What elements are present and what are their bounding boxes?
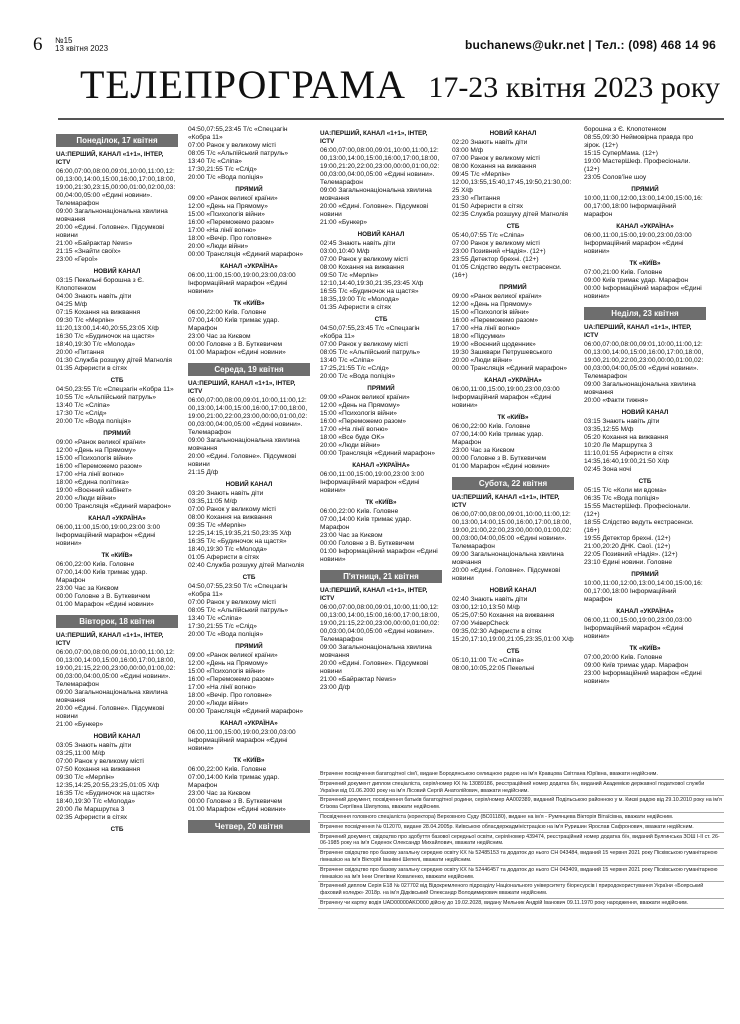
channel-header: UA:ПЕРШИЙ, КАНАЛ «1+1», ІНТЕР, ICTV: [56, 151, 164, 166]
issue-number: №15: [55, 36, 73, 45]
title-dates: 17-23 квітня 2023 року: [428, 71, 720, 104]
notice-item: Втрачений документ, свідоцтво про здобуття базової середньої освіти, серія/номер 439474, реєстраційний номер додатка б/н, виданий Булгинська ЗОШ І-ІІ ст. 26-06-1985 року на ім'я Седенок Олександр Михайлович, вважати недійсним.: [318, 834, 724, 850]
schedule-column-2: [188, 126, 310, 837]
channel-header: СТБ: [242, 574, 256, 581]
program-list: 06:00,22:00 Київ. Головне 07:00,14:00 Київ тримає удар. Марафон 23:00 Час за Києвом 00:00 Головне з В. Буткевичем 01:00 Інформаційний марафон «Єдині новини»: [320, 508, 438, 563]
notice-item: Втрачене посвідчення багатодітної сім'ї, видане Бородянською селищною радою на ім'я Кравцова Світлана Юріївна, вважати недійсним.: [318, 771, 724, 780]
notice-item: Втрачений документ диплом спеціаліста, серія/номер КХ № 13089186, реєстраційний номер додатка б/н, виданий Академією державної податкової служби України від 01.06.2000 року на ім'я Лісовий Сергій Анатолійович, вважати недійсним.: [318, 781, 724, 797]
channel-header: НОВИЙ КАНАЛ: [93, 268, 141, 275]
day-header: Неділя, 23 квітня: [584, 307, 706, 320]
schedule-column-5: [584, 126, 706, 686]
channel-header: СТБ: [638, 478, 652, 485]
page-number: 6: [33, 34, 43, 55]
program-list: 06:00,11:00,15:00,19:00,23:00 3:00 Інформаційний марафон «Єдині новини»: [56, 524, 162, 547]
program-list: 03:15 Пекельні борошна з Є. Клопотенком 04:00 Знають навіть діти 04:25 М/ф 07:15 Кохання на вижвання 09:30 Т/с «Мерлін» 11:20,13:00,14:40,20:55,23:05 Х/ф 16:30 Т/с «Будиночок на щастя» 18:40,19:30 Т/с «Молода» 20:00 «Питання 01:30 Служба розшуку дітей Магнолія 01:35 Аферисти в сітях: [56, 277, 173, 372]
program-list: 06:00,11:00,15:00,19:00,23:00,03:00 Інформаційний марафон «Єдині новини»: [188, 272, 298, 295]
channel-header: НОВИЙ КАНАЛ: [357, 231, 405, 238]
channel-header: ПРЯМИЙ: [367, 385, 395, 392]
notice-item: Втрачений документ, посвідчення батьків багатодітної родини, серія/номер АА002389, виданий Подільською районною у м. Києві радою від 29.10.2010 року на ім'я Єгізова Сергіївна Шилупова, вважати недійсним.: [318, 797, 724, 813]
channel-header: ТК «КИЇВ»: [629, 260, 661, 267]
title-rule: [58, 118, 724, 120]
program-list: 06:00,11:00,15:00,19:00,23:00 3:00 Інформаційний марафон «Єдині новини»: [320, 471, 426, 494]
channel-header: UA:ПЕРШИЙ, КАНАЛ «1+1», ІНТЕР, ICTV: [188, 380, 296, 395]
program-list: 06:00,22:00 Київ. Головне 07:00,14:00 Київ тримає удар. Марафон 23:00 Час за Києвом 00:00 Головне з В. Буткевичем 01:00 Марафон «Єдині новини»: [188, 309, 286, 356]
program-list: 06:00,11:00,15:00,19:00,23:00,03:00 Інформаційний марафон «Єдині новини»: [584, 232, 694, 255]
channel-header: UA:ПЕРШИЙ, КАНАЛ «1+1», ІНТЕР, ICTV: [584, 324, 692, 339]
channel-header: ТК «КИЇВ»: [233, 300, 265, 307]
program-list: 06:00,11:00,15:00,19:00,23:00,03:00 Інформаційний марафон «Єдині новини»: [452, 386, 562, 409]
program-list: 06:00,07:00,08:00,09:01,10:00,11:00,12:00,13:00,14:00,15:00,16:00,17:00,18:00,19:00,21:15,22:00,23:00,00:00,01:00,02:00,03:00,04:00,05:00 «Єдині новини». Телемарафон 09:00 Загальнонаціональна хвилина мовчання 20:00 «Єдині. Головне». Підсумкові новини 21:00 «Байрактар News» 23:00 Д/ф: [320, 604, 440, 691]
channel-header: СТБ: [110, 826, 124, 833]
program-list: 06:00,07:00,08:00,09:01,10:00,11:00,12:00,13:00,14:00,15:00,16:00,17:00,18:00,19:00,21:00,22:00,23:00,00:00,01:00,02:00,03:00,04:00,05:00 «Єдині новини». Телемарафон 09:00 Загальнонаціональна хвилина мовчання 20:00 «Єдині. Головне». Підсумкові новини 21:15 Д/ф: [188, 397, 308, 476]
program-list: 05:10,11:00 Т/с «Сліпа» 08:00,10:05,22:05 Пекельні: [452, 657, 535, 672]
program-list: 03:15 Знають навіть діти 03:35,12:55 М/ф 05:20 Кохання на вижвання 10:20 Ле Маршрутка 3 11:10,01:55 Аферисти в сітях 14:35,16:40,19:00,21:50 Х/ф 02:45 Зона ночі: [584, 418, 673, 473]
channel-header: ПРЯМИЙ: [235, 186, 263, 193]
program-list: 10:00,11:00,12:00,13:00,14:00,15:00,16:00,17:00,18:00 Інформаційний марафон: [584, 195, 703, 218]
program-list: 05:40,07:55 Т/с «Сліпа» 07:00 Ранок у великому місті 23:00 Позивний «Надія». (12+) 23:55 Детектор брехні. (12+) 01:05 Слідство ведуть екстрасенси. (16+): [452, 232, 562, 279]
channel-header: НОВИЙ КАНАЛ: [93, 733, 141, 740]
program-list: 06:00,07:00,08:00,09:01,10:00,11:00,12:00,13:00,14:00,15:00,16:00,17:00,18:00,19:00,21:30,23:15,00:00,01:00,02:00,03:00,04:00,05:00 «Єдині новини». Телемарафон 09:00 Загальнонаціональна хвилина мовчання 20:00 «Єдині. Головне». Підсумкові новини 21:00 «Байрактар News» 21:15 «Знайти своїх» 23:00 «Герої»: [56, 168, 176, 263]
day-header: Субота, 22 квітня: [452, 477, 574, 490]
notice-item: Втрачений диплом Серія Е18 № 027702 від Відокремленого підрозділу Національного університету біоресурсів і природокористування України «Боярський фаховий коледж» 2018р. на ім'я Дідківський Олександр Володимирович вважати недійсним.: [318, 883, 724, 899]
program-list: 10:00,11:00,12:00,13:00,14:00,15:00,16:00,17:00,18:00 Інформаційний марафон: [584, 580, 703, 603]
page-header: [33, 36, 716, 56]
notice-item: Посвідчення головного спеціаліста (коректора) Верховного Суду (ВС01180), видане на ім'я - Румянцева Вікторія Вітаїсівна, вважати недійсним.: [318, 814, 724, 823]
program-list: борошна з Є. Клопотенком 08:55,09:30 Неймовірна правда про зірок. (12+) 15:15 СуперМама. (12+) 19:00 МастерШеф. Професіонали. (12+) 23:05 Солов'їне шоу: [584, 126, 694, 181]
program-list: 04:50,07:55,23:45 Т/с «Спецзагін «Кобра 11» 07:00 Ранок у великому місті 08:05 Т/с «Альпійський патруль» 13:40 Т/с «Сліпа» 17:30,21:55 Т/с «Слід» 20:00 Т/с «Вода поліція»: [188, 126, 289, 181]
channel-header: НОВИЙ КАНАЛ: [489, 587, 537, 594]
program-list: 09:00 «Ранок великої країни» 12:00 «День на Прямому» 15:00 «Психологія війни» 16:00 «Переможемо разом» 17:00 «На лінії вогню» 18:00 «Вечір. Про головне» 20:00 «Люди війни» 00:00 Трансляція «Єдиний марафон»: [188, 652, 304, 715]
title-bar: [80, 63, 720, 113]
notice-item: Втрачену чи картку водія UAD00000AKO000 дійсну до 19.02.2028, видану Мельник Андрій Іванович 09.11.1970 року народження, вважати недійсним.: [318, 900, 724, 909]
channel-header: КАНАЛ «УКРАЇНА»: [220, 263, 278, 270]
program-list: 06:00,07:00,08:00,09:01,10:00,11:00,12:00,13:00,14:00,15:00,16:00,17:00,18:00,19:00,21:00,22:00,23:00,00:00,01:00,02:00,03:00,04:00,05:00 «Єдині новини». Телемарафон 09:00 Загальнонаціональна хвилина мовчання 20:00 «Факти тижня»: [584, 341, 704, 404]
lost-documents-notices: [318, 771, 724, 910]
channel-header: СТБ: [374, 316, 388, 323]
channel-header: UA:ПЕРШИЙ, КАНАЛ «1+1», ІНТЕР, ICTV: [320, 130, 428, 145]
program-list: 03:20 Знають навіть діти 03:35,11:05 М/ф 07:00 Ранок у великому місті 08:00 Кохання на вижвання 09:35 Т/с «Мерлін» 12:25,14:15,19:35,21:50,23:35 Х/ф 16:35 Т/с «Будиночок на щастя» 18:40,19:30 Т/с «Молода» 01:05 Аферисти в сітях 02:40 Служба розшуку дітей Магнолія: [188, 490, 305, 569]
channel-header: ТК «КИЇВ»: [101, 552, 133, 559]
channel-header: КАНАЛ «УКРАЇНА»: [220, 720, 278, 727]
issue-date: 13 квітня 2023: [55, 44, 109, 53]
day-header: Понеділок, 17 квітня: [56, 134, 178, 147]
schedule-column-1: [56, 126, 178, 835]
program-list: 06:00,07:00,08:00,09:01,10:00,11:00,12:00,13:00,14:00,15:00,16:00,17:00,18:00,19:00,21:00,22:00,23:00,00:00,01:00,02:00,03:00,04:00,05:00 «Єдині новини». Телемарафон 09:00 Загальнонаціональна хвилина мовчання 20:00 «Єдині. Головне». Підсумкові новини: [452, 511, 572, 582]
channel-header: КАНАЛ «УКРАЇНА»: [352, 462, 410, 469]
channel-header: ТК «КИЇВ»: [233, 757, 265, 764]
schedule-column-3: [320, 126, 442, 692]
channel-header: КАНАЛ «УКРАЇНА»: [88, 515, 146, 522]
notice-item: Втрачене свідоцтво про базову загальну середню освіту КХ № 52485153 та додаток до нього СН 043484, виданий 15 червня 2021 року Пісківською гуманітарною гімназією на ім'я Вікторій Іванівні Шепелі, вважати недійсним.: [318, 850, 724, 866]
day-header: П'ятниця, 21 квітня: [320, 570, 442, 583]
channel-header: НОВИЙ КАНАЛ: [225, 481, 273, 488]
program-list: 04:50,07:55,23:45 Т/с «Спецзагін «Кобра 11» 07:00 Ранок у великому місті 08:05 Т/с «Альпійський патруль» 13:40 Т/с «Сліпа» 17:25,21:55 Т/с «Слід» 20:00 Т/с «Вода поліція»: [320, 325, 421, 380]
program-list: 02:40 Знають навіть діти 03:00,12:10,13:50 М/ф 05:25,07:50 Кохання на вижвання 07:00 УніверCheck 09:35,02:30 Аферисти в сітях 15:20,17:10,19:00,21:05,23:35,01:00 Х/ф: [452, 596, 574, 643]
channel-header: СТБ: [506, 223, 520, 230]
program-list: 06:00,07:00,08:00,09:01,10:00,11:00,12:00,13:00,14:00,15:00,16:00,17:00,18:00,19:00,21:15,22:00,23:00,00:00,01:00,02:00,03:00,04:00,05:00 «Єдині новини». Телемарафон 09:00 Загальнонаціональна хвилина мовчання 20:00 «Єдині. Головне». Підсумкові новини 21:00 «Бункер»: [56, 649, 176, 728]
schedule-column-4: [452, 126, 574, 673]
channel-header: UA:ПЕРШИЙ, КАНАЛ «1+1», ІНТЕР, ICTV: [452, 494, 560, 509]
channel-header: ТК «КИЇВ»: [629, 645, 661, 652]
program-list: 09:00 «Ранок великої країни» 12:00 «День на Прямому» 15:00 «Психологія війни» 16:00 «Переможемо разом» 17:00 «На лінії вогню» 18:00 «Вечір. Про головне» 20:00 «Люди війни» 00:00 Трансляція «Єдиний марафон»: [188, 195, 304, 258]
day-header: Вівторок, 18 квітня: [56, 615, 178, 628]
channel-header: ПРЯМИЙ: [499, 284, 527, 291]
program-list: 07:00,21:00 Київ. Головне 09:00 Київ тримає удар. Марафон 00:00 Інформаційний марафон «Єдині новини»: [584, 269, 702, 300]
channel-header: СТБ: [506, 648, 520, 655]
channel-header: ТК «КИЇВ»: [365, 499, 397, 506]
page-title: ТЕЛЕПРОГРАМА: [80, 62, 407, 107]
channel-header: КАНАЛ «УКРАЇНА»: [484, 377, 542, 384]
notice-item: Втрачене свідоцтво про базову загальну середню освіту КХ № 52446457 та додаток до нього СН 043409, виданий 15 червня 2021 року Пісківською гуманітарною гімназією на ім'я Інни Олегівни Коваленко, вважати недійсним.: [318, 867, 724, 883]
issue-info: [55, 37, 108, 53]
program-list: 09:00 «Ранок великої країни» 12:00 «День на Прямому» 15:00 «Психологія війни» 16:00 «Переможемо разом» 17:00 «На лінії вогню» 18:00 «Єдина політика» 19:00 «Воєнний кабінет» 20:00 «Люди війни» 00:00 Трансляція «Єдиний марафон»: [56, 439, 172, 510]
program-list: 07:00,20:00 Київ. Головне 09:00 Київ тримає удар. Марафон 23:00 Інформаційний марафон «Єдині новини»: [584, 654, 702, 685]
program-list: 04:50,23:55 Т/с «Спецзагін «Кобра 11» 10:55 Т/с «Альпійський патруль» 13:40 Т/с «Сліпа» 17:30 Т/с «Слід» 20:00 Т/с «Вода поліція»: [56, 386, 174, 425]
program-list: 06:00,11:00,15:00,19:00,23:00,03:00 Інформаційний марафон «Єдині новини»: [584, 617, 694, 640]
channel-header: НОВИЙ КАНАЛ: [489, 130, 537, 137]
program-list: 06:00,22:00 Київ. Головне 07:00,14:00 Київ тримає удар. Марафон 23:00 Час за Києвом 00:00 Головне з В. Буткевичем 01:00 Марафон «Єдині новини»: [452, 423, 550, 470]
channel-header: КАНАЛ «УКРАЇНА»: [616, 608, 674, 615]
program-list: 06:00,07:00,08:00,09:01,10:00,11:00,12:00,13:00,14:00,15:00,16:00,17:00,18:00,19:00,21:20,22:00,23:00,00:00,01:00,02:00,03:00,04:00,05:00 «Єдині новини». Телемарафон 09:00 Загальнонаціональна хвилина мовчання 20:00 «Єдині. Головне». Підсумкові новини 21:00 «Бункер»: [320, 147, 440, 226]
contacts: buchanews@ukr.net | Тел.: (098) 468 14 96: [464, 38, 716, 52]
channel-header: СТБ: [110, 377, 124, 384]
channel-header: ТК «КИЇВ»: [497, 414, 529, 421]
program-list: 05:15 Т/с «Коли ми вдома» 06:35 Т/с «Вода поліція» 15:55 МастерШеф. Професіонали. (12+) 18:55 Слідство ведуть екстрасенси. (16+) 19:55 Детектор брехні. (12+) 21:00,20:20 ДНК. Свої. (12+) 22:05 Позивний «Надія». (12+) 23:10 Єдині новини. Головне: [584, 487, 694, 566]
program-list: 06:00,11:00,15:00,19:00,23:00,03:00 Інформаційний марафон «Єдині новини»: [188, 729, 298, 752]
program-list: 04:50,07:55,23:50 Т/с «Спецзагін «Кобра 11» 07:00 Ранок у великому місті 08:05 Т/с «Альпійський патруль» 13:40 Т/с «Сліпа» 17:30,21:55 Т/с «Слід» 20:00 Т/с «Вода поліція»: [188, 583, 289, 638]
channel-header: ПРЯМИЙ: [631, 571, 659, 578]
channel-header: UA:ПЕРШИЙ, КАНАЛ «1+1», ІНТЕР, ICTV: [56, 632, 164, 647]
channel-header: ПРЯМИЙ: [103, 430, 131, 437]
channel-header: НОВИЙ КАНАЛ: [621, 409, 669, 416]
channel-header: ПРЯМИЙ: [631, 186, 659, 193]
program-list: 02:20 Знають навіть діти 03:00 М/ф 07:00 Ранок у великому місті 08:00 Кохання на вижвання 09:45 Т/с «Мерлін» 12:00,13:55,15:40,17:45,19:50,21:30,00:25 Х/ф 23:30 «Питання 01:50 Аферисти в сітях 02:35 Служба розшуку дітей Магнолія: [452, 139, 572, 218]
channel-header: ПРЯМИЙ: [235, 643, 263, 650]
program-list: 06:00,22:00 Київ. Головне 07:00,14:00 Київ тримає удар. Марафон 23:00 Час за Києвом 00:00 Головне з В. Буткевичем 01:00 Марафон «Єдині новини»: [188, 766, 286, 813]
channel-header: КАНАЛ «УКРАЇНА»: [616, 223, 674, 230]
program-list: 09:00 «Ранок великої країни» 12:00 «День на Прямому» 15:00 «Психологія війни» 16:00 «Переможемо разом» 17:00 «На лінії вогню» 18:00 «Підсумки» 19:00 «Воєнний щоденник» 19:30 Зашквари Петрушевського 20:00 «Люди війни» 00:00 Трансляція «Єдиний марафон»: [452, 293, 568, 372]
day-header: Четвер, 20 квітня: [188, 820, 310, 833]
program-list: 09:00 «Ранок великої країни» 12:00 «День на Прямому» 15:00 «Психологія війни» 16:00 «Переможемо разом» 17:00 «На лінії вогню» 18:00 «Все буде OK» 20:00 «Люди війни» 00:00 Трансляція «Єдиний марафон»: [320, 394, 436, 457]
program-list: 06:00,22:00 Київ. Головне 07:00,14:00 Київ тримає удар. Марафон 23:00 Час за Києвом 00:00 Головне з В. Буткевичем 01:00 Марафон «Єдині новини»: [56, 561, 154, 608]
day-header: Середа, 19 квітня: [188, 363, 310, 376]
notice-item: Втрачене посвідчення № 012070, видане 28.04.2005р. Київською обласдержадміністрацією на ім'я Руришин Ярослав Сафронович, вважати недійсним.: [318, 824, 724, 833]
program-list: 02:45 Знають навіть діти 03:00,10:40 М/ф 07:00 Ранок у великому місті 08:00 Кохання на вижвання 09:50 Т/с «Мерлін» 12:10,14:40,19:30,21:35,23:45 Х/ф 16:55 Т/с «Будиночок на щастя» 18:35,19:00 Т/с «Молода» 01:35 Аферисти в сітях: [320, 240, 424, 311]
program-list: 03:05 Знають навіть діти 03:25,11:00 М/ф 07:00 Ранок у великому місті 07:50 Кохання на вижвання 09:30 Т/с «Мерлін» 12:35,14:25,20:55,23:25,01:05 Х/ф 16:35 Т/с «Будиночок на щастя» 18:40,19:30 Т/с «Молода» 20:00 Ле Маршрутка 3 02:35 Аферисти в сітях: [56, 742, 160, 821]
channel-header: UA:ПЕРШИЙ, КАНАЛ «1+1», ІНТЕР, ICTV: [320, 587, 428, 602]
